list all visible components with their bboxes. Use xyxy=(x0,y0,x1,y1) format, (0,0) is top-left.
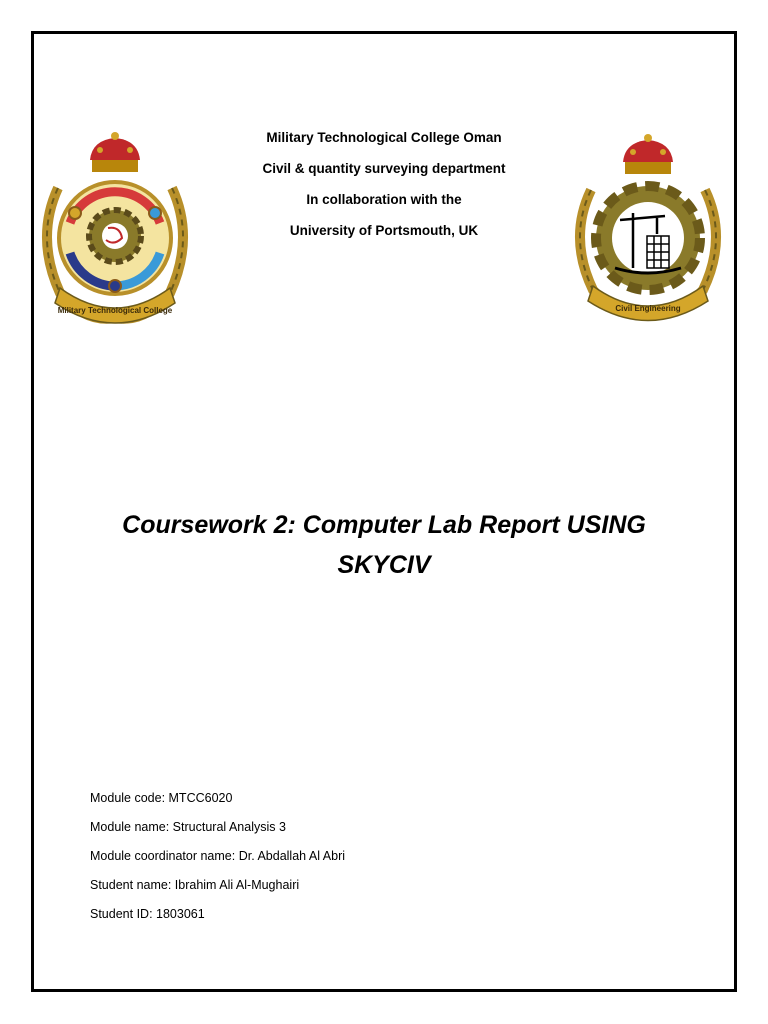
student-name: Student name: Ibrahim Ali Al-Mughairi xyxy=(90,878,300,892)
university-name: University of Portsmouth, UK xyxy=(289,223,479,238)
title-line-2: SKYCIV xyxy=(337,551,431,579)
college-name: Military Technological College Oman xyxy=(266,130,502,145)
institution-header xyxy=(0,122,768,246)
emblem-ribbon-text: Military Technological College xyxy=(57,306,173,315)
module-code: Module code: MTCC6020 xyxy=(90,791,233,805)
module-name: Module name: Structural Analysis 3 xyxy=(90,820,286,834)
emblem-ribbon-text: Civil Engineering xyxy=(615,304,681,313)
title-line-1: Coursework 2: Computer Lab Report USING xyxy=(122,511,646,539)
module-coordinator: Module coordinator name: Dr. Abdallah Al Abri xyxy=(90,849,346,863)
student-id: Student ID: 1803061 xyxy=(90,907,205,921)
collaboration-line: In collaboration with the xyxy=(306,192,462,207)
department-name: Civil & quantity surveying department xyxy=(262,161,506,176)
report-title xyxy=(60,505,708,585)
student-info xyxy=(90,784,345,929)
